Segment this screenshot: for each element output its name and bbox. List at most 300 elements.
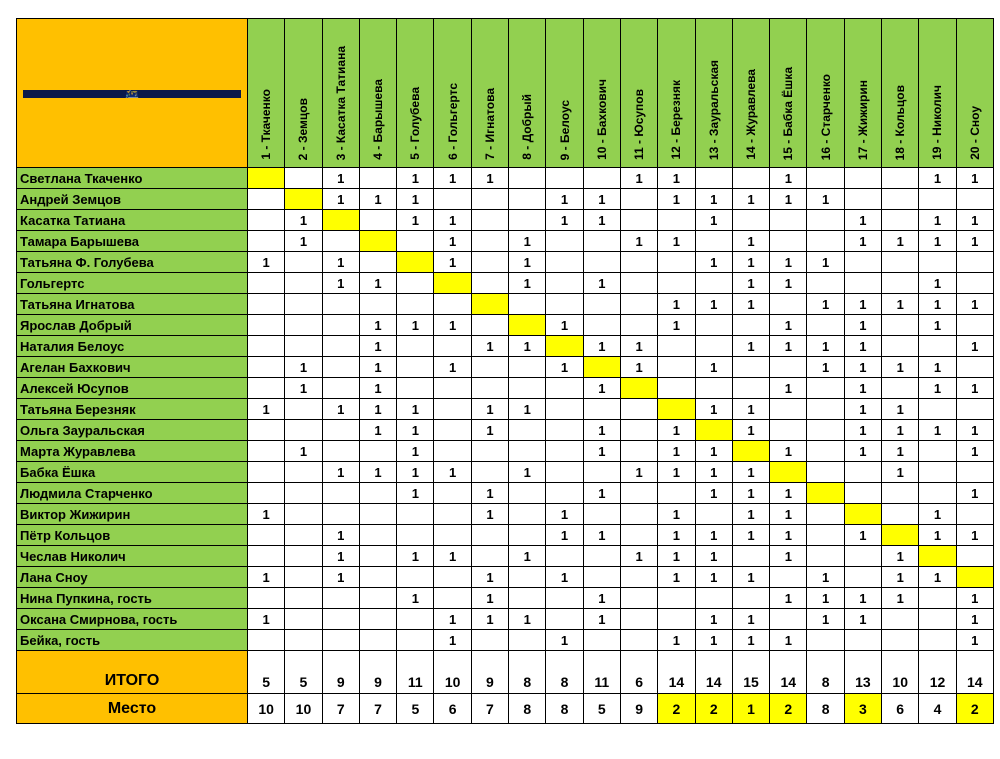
vote-cell: 1 (620, 168, 657, 189)
row-name: Светлана Ткаченко (17, 168, 248, 189)
vote-cell: 1 (509, 546, 546, 567)
vote-cell (285, 462, 322, 483)
total-cell: 5 (248, 651, 285, 694)
table-row (17, 546, 994, 567)
place-label: Место (17, 694, 248, 724)
column-header-label: 11 - Юсупов (632, 88, 647, 160)
column-header-label: 15 - Бабка Ёшка (781, 66, 796, 160)
vote-cell (732, 168, 769, 189)
vote-cell: 1 (285, 231, 322, 252)
vote-cell (248, 231, 285, 252)
vote-cell: 1 (397, 462, 434, 483)
vote-cell (322, 504, 359, 525)
vote-cell: 1 (956, 336, 993, 357)
vote-cell: 1 (695, 567, 732, 588)
vote-cell (285, 336, 322, 357)
column-header (248, 19, 285, 168)
vote-cell: 1 (509, 462, 546, 483)
vote-cell: 1 (882, 462, 919, 483)
vote-cell: 1 (770, 252, 807, 273)
self-cell (770, 462, 807, 483)
vote-cell: 1 (620, 462, 657, 483)
place-cell: 8 (546, 694, 583, 724)
place-cell: 4 (919, 694, 956, 724)
vote-cell: 1 (695, 630, 732, 651)
row-name: Агелан Бахкович (17, 357, 248, 378)
column-header-label: 14 - Журавлева (744, 69, 758, 160)
vote-cell (322, 378, 359, 399)
vote-cell: 1 (434, 546, 471, 567)
vote-cell (471, 252, 508, 273)
vote-cell (546, 441, 583, 462)
vote-cell: 1 (807, 588, 844, 609)
vote-cell (882, 504, 919, 525)
vote-cell (882, 210, 919, 231)
vote-cell (770, 420, 807, 441)
column-header-label: 18 - Кольцов (893, 84, 908, 160)
vote-cell: 1 (397, 588, 434, 609)
vote-cell (546, 588, 583, 609)
vote-cell (956, 462, 993, 483)
column-header (919, 19, 956, 168)
vote-cell (359, 567, 396, 588)
column-header-label: 12 - Березняк (669, 80, 684, 160)
vote-cell (882, 168, 919, 189)
vote-cell (620, 567, 657, 588)
vote-cell (620, 588, 657, 609)
vote-cell: 1 (583, 273, 620, 294)
table-row (17, 504, 994, 525)
vote-cell (583, 315, 620, 336)
vote-cell (732, 378, 769, 399)
place-cell: 7 (471, 694, 508, 724)
vote-cell (620, 630, 657, 651)
vote-cell (509, 483, 546, 504)
vote-cell (509, 168, 546, 189)
vote-cell (434, 525, 471, 546)
vote-cell (359, 252, 396, 273)
vote-cell: 1 (620, 231, 657, 252)
vote-cell: 1 (471, 399, 508, 420)
vote-cell: 1 (322, 273, 359, 294)
vote-cell: 1 (322, 567, 359, 588)
vote-cell: 1 (509, 609, 546, 630)
vote-cell (882, 609, 919, 630)
vote-cell (509, 210, 546, 231)
vote-cell: 1 (844, 609, 881, 630)
vote-cell (359, 546, 396, 567)
vote-cell: 1 (434, 462, 471, 483)
vote-cell (285, 315, 322, 336)
vote-cell (359, 168, 396, 189)
column-header (397, 19, 434, 168)
vote-cell: 1 (956, 483, 993, 504)
vote-cell (322, 336, 359, 357)
vote-cell (471, 210, 508, 231)
self-cell (434, 273, 471, 294)
vote-cell: 1 (732, 231, 769, 252)
vote-cell: 1 (882, 357, 919, 378)
header-row (17, 19, 994, 168)
vote-cell: 1 (770, 378, 807, 399)
vote-cell: 1 (844, 231, 881, 252)
vote-cell (882, 273, 919, 294)
vote-cell (285, 168, 322, 189)
vote-cell: 1 (434, 252, 471, 273)
vote-cell: 1 (695, 546, 732, 567)
row-name: Андрей Земцов (17, 189, 248, 210)
vote-cell: 1 (359, 357, 396, 378)
vote-cell: 1 (620, 336, 657, 357)
place-cell: 1 (732, 694, 769, 724)
vote-cell (807, 210, 844, 231)
self-cell (844, 504, 881, 525)
vote-cell: 1 (397, 483, 434, 504)
vote-cell (732, 588, 769, 609)
vote-cell: 1 (359, 420, 396, 441)
vote-cell (509, 630, 546, 651)
column-header (844, 19, 881, 168)
vote-cell (583, 630, 620, 651)
vote-cell: 1 (658, 567, 695, 588)
column-header-label: 5 - Голубева (408, 87, 423, 160)
vote-cell: 1 (658, 504, 695, 525)
vote-cell: 1 (770, 315, 807, 336)
vote-cell (248, 357, 285, 378)
row-name: Нина Пупкина, гость (17, 588, 248, 609)
table-row (17, 252, 994, 273)
place-cell: 6 (434, 694, 471, 724)
row-name: Тамара Барышева (17, 231, 248, 252)
vote-cell (248, 189, 285, 210)
total-cell: 9 (322, 651, 359, 694)
vote-cell (397, 273, 434, 294)
vote-cell (844, 567, 881, 588)
row-name: Татьяна Березняк (17, 399, 248, 420)
vote-cell: 1 (620, 357, 657, 378)
vote-cell (248, 483, 285, 504)
vote-cell: 1 (956, 441, 993, 462)
vote-cell: 1 (471, 336, 508, 357)
vote-cell: 1 (919, 273, 956, 294)
vote-cell: 1 (658, 420, 695, 441)
vote-cell (509, 525, 546, 546)
place-cell: 5 (583, 694, 620, 724)
vote-cell: 1 (434, 168, 471, 189)
vote-cell (620, 399, 657, 420)
vote-cell (359, 609, 396, 630)
vote-cell (807, 315, 844, 336)
vote-cell: 1 (844, 588, 881, 609)
self-cell (397, 252, 434, 273)
vote-cell: 1 (658, 315, 695, 336)
vote-cell (695, 378, 732, 399)
table-row (17, 441, 994, 462)
vote-cell (583, 294, 620, 315)
vote-cell (620, 441, 657, 462)
vote-cell: 1 (471, 609, 508, 630)
vote-cell (359, 504, 396, 525)
vote-cell: 1 (248, 399, 285, 420)
vote-cell (397, 504, 434, 525)
place-row (17, 694, 994, 724)
vote-cell: 1 (919, 294, 956, 315)
vote-cell (770, 357, 807, 378)
table-row (17, 294, 994, 315)
vote-cell (434, 294, 471, 315)
column-header (807, 19, 844, 168)
self-cell (359, 231, 396, 252)
vote-cell: 1 (732, 609, 769, 630)
vote-cell (359, 483, 396, 504)
column-header-label: 20 - Сноу (967, 106, 982, 160)
table-row (17, 567, 994, 588)
vote-cell (658, 588, 695, 609)
column-header-label: 10 - Бахкович (594, 79, 609, 160)
vote-cell (322, 420, 359, 441)
self-cell (509, 315, 546, 336)
vote-cell (285, 504, 322, 525)
vote-cell: 1 (919, 231, 956, 252)
vote-cell: 1 (844, 357, 881, 378)
total-cell: 9 (471, 651, 508, 694)
vote-cell: 1 (919, 504, 956, 525)
place-cell: 9 (620, 694, 657, 724)
vote-cell: 1 (397, 441, 434, 462)
vote-cell (248, 588, 285, 609)
vote-cell (770, 231, 807, 252)
place-cell: 5 (397, 694, 434, 724)
vote-cell (919, 609, 956, 630)
vote-cell (844, 546, 881, 567)
vote-cell (397, 336, 434, 357)
vote-cell (844, 168, 881, 189)
vote-cell (322, 231, 359, 252)
vote-cell (919, 441, 956, 462)
vote-cell (322, 483, 359, 504)
vote-cell (471, 189, 508, 210)
vote-cell: 1 (359, 336, 396, 357)
column-header-label: 9 - Белоус (557, 99, 572, 160)
vote-cell: 1 (434, 231, 471, 252)
vote-cell (695, 168, 732, 189)
column-header-label: 4 - Барышева (371, 79, 386, 160)
vote-cell (248, 546, 285, 567)
vote-cell: 1 (695, 609, 732, 630)
vote-cell (658, 609, 695, 630)
vote-cell: 1 (695, 399, 732, 420)
vote-cell (583, 567, 620, 588)
vote-cell (248, 630, 285, 651)
vote-cell (620, 189, 657, 210)
vote-cell (397, 294, 434, 315)
vote-cell: 1 (546, 315, 583, 336)
vote-cell (285, 399, 322, 420)
total-cell: 14 (695, 651, 732, 694)
vote-cell (359, 210, 396, 231)
column-header (620, 19, 657, 168)
place-cell: 3 (844, 694, 881, 724)
vote-cell: 1 (844, 336, 881, 357)
place-cell: 2 (658, 694, 695, 724)
self-cell (248, 168, 285, 189)
vote-cell (844, 483, 881, 504)
vote-cell (248, 210, 285, 231)
vote-cell (509, 567, 546, 588)
vote-cell (583, 546, 620, 567)
table-row (17, 378, 994, 399)
vote-cell (546, 609, 583, 630)
vote-cell (471, 357, 508, 378)
vote-cell (919, 189, 956, 210)
vote-cell (807, 399, 844, 420)
vote-cell (919, 630, 956, 651)
vote-cell (509, 378, 546, 399)
vote-cell (322, 630, 359, 651)
place-cell: 7 (359, 694, 396, 724)
vote-cell: 1 (732, 504, 769, 525)
vote-cell (732, 357, 769, 378)
vote-cell: 1 (770, 588, 807, 609)
vote-cell: 1 (546, 189, 583, 210)
vote-cell (434, 378, 471, 399)
vote-cell (397, 231, 434, 252)
vote-cell: 1 (695, 483, 732, 504)
vote-cell (509, 441, 546, 462)
vote-cell: 1 (732, 630, 769, 651)
vote-cell: 1 (658, 462, 695, 483)
vote-cell: 1 (658, 189, 695, 210)
vote-cell: 1 (658, 525, 695, 546)
vote-cell: 1 (620, 546, 657, 567)
vote-cell: 1 (546, 567, 583, 588)
vote-cell: 1 (546, 210, 583, 231)
vote-cell: 1 (434, 315, 471, 336)
vote-cell: 1 (583, 588, 620, 609)
vote-cell (956, 546, 993, 567)
table-row (17, 189, 994, 210)
totals-label: ИТОГО (17, 651, 248, 694)
vote-cell (695, 504, 732, 525)
vote-cell: 1 (919, 210, 956, 231)
vote-cell (620, 504, 657, 525)
vote-cell: 1 (397, 546, 434, 567)
vote-cell: 1 (770, 483, 807, 504)
vote-cell: 1 (658, 546, 695, 567)
vote-cell (658, 273, 695, 294)
vote-cell: 1 (546, 525, 583, 546)
vote-cell (359, 630, 396, 651)
vote-cell: 1 (359, 315, 396, 336)
vote-cell (285, 294, 322, 315)
vote-cell (397, 525, 434, 546)
vote-cell: 1 (471, 168, 508, 189)
vote-cell: 1 (695, 210, 732, 231)
vote-cell: 1 (471, 588, 508, 609)
vote-cell: 1 (359, 378, 396, 399)
vote-cell: 1 (248, 567, 285, 588)
vote-cell: 1 (807, 567, 844, 588)
total-cell: 8 (509, 651, 546, 694)
vote-cell: 1 (770, 630, 807, 651)
vote-cell (509, 588, 546, 609)
vote-cell (658, 483, 695, 504)
vote-cell (434, 588, 471, 609)
vote-cell: 1 (919, 378, 956, 399)
vote-cell: 1 (434, 630, 471, 651)
vote-cell: 1 (882, 294, 919, 315)
vote-cell (359, 441, 396, 462)
column-header-label: 2 - Земцов (296, 97, 311, 160)
world-map-icon (23, 90, 241, 98)
vote-cell: 1 (285, 441, 322, 462)
row-name: Наталия Белоус (17, 336, 248, 357)
vote-cell: 1 (882, 420, 919, 441)
vote-cell: 1 (770, 168, 807, 189)
vote-cell: 1 (844, 525, 881, 546)
row-name: Чеслав Николич (17, 546, 248, 567)
vote-cell: 1 (583, 525, 620, 546)
vote-cell: 1 (397, 315, 434, 336)
vote-cell: 1 (471, 483, 508, 504)
vote-cell: 1 (695, 525, 732, 546)
vote-cell (434, 567, 471, 588)
vote-cell (248, 378, 285, 399)
vote-cell (620, 609, 657, 630)
vote-cell: 1 (658, 441, 695, 462)
vote-cell (471, 315, 508, 336)
vote-cell (583, 168, 620, 189)
vote-cell (770, 294, 807, 315)
vote-cell: 1 (919, 420, 956, 441)
vote-cell: 1 (248, 252, 285, 273)
column-header (583, 19, 620, 168)
self-cell (546, 336, 583, 357)
vote-cell: 1 (844, 441, 881, 462)
vote-cell: 1 (807, 189, 844, 210)
vote-cell (956, 399, 993, 420)
column-header (285, 19, 322, 168)
column-header-label: 17 - Жижирин (855, 79, 870, 160)
vote-cell: 1 (770, 189, 807, 210)
vote-cell (919, 483, 956, 504)
vote-cell (322, 357, 359, 378)
vote-cell (248, 336, 285, 357)
vote-cell (471, 462, 508, 483)
vote-cell (919, 336, 956, 357)
vote-cell (248, 294, 285, 315)
vote-cell: 1 (695, 357, 732, 378)
row-name: Людмила Старченко (17, 483, 248, 504)
vote-cell: 1 (322, 189, 359, 210)
total-cell: 6 (620, 651, 657, 694)
vote-cell: 1 (732, 336, 769, 357)
vote-cell (695, 231, 732, 252)
vote-cell (248, 420, 285, 441)
vote-cell (546, 294, 583, 315)
column-header (956, 19, 993, 168)
vote-cell: 1 (807, 609, 844, 630)
column-header-label: 13 - Зауральская (706, 59, 721, 160)
vote-cell: 1 (583, 378, 620, 399)
vote-cell: 1 (844, 294, 881, 315)
vote-cell: 1 (583, 189, 620, 210)
column-header (882, 19, 919, 168)
vote-cell (248, 315, 285, 336)
vote-cell (882, 189, 919, 210)
vote-cell: 1 (658, 168, 695, 189)
vote-cell (248, 525, 285, 546)
